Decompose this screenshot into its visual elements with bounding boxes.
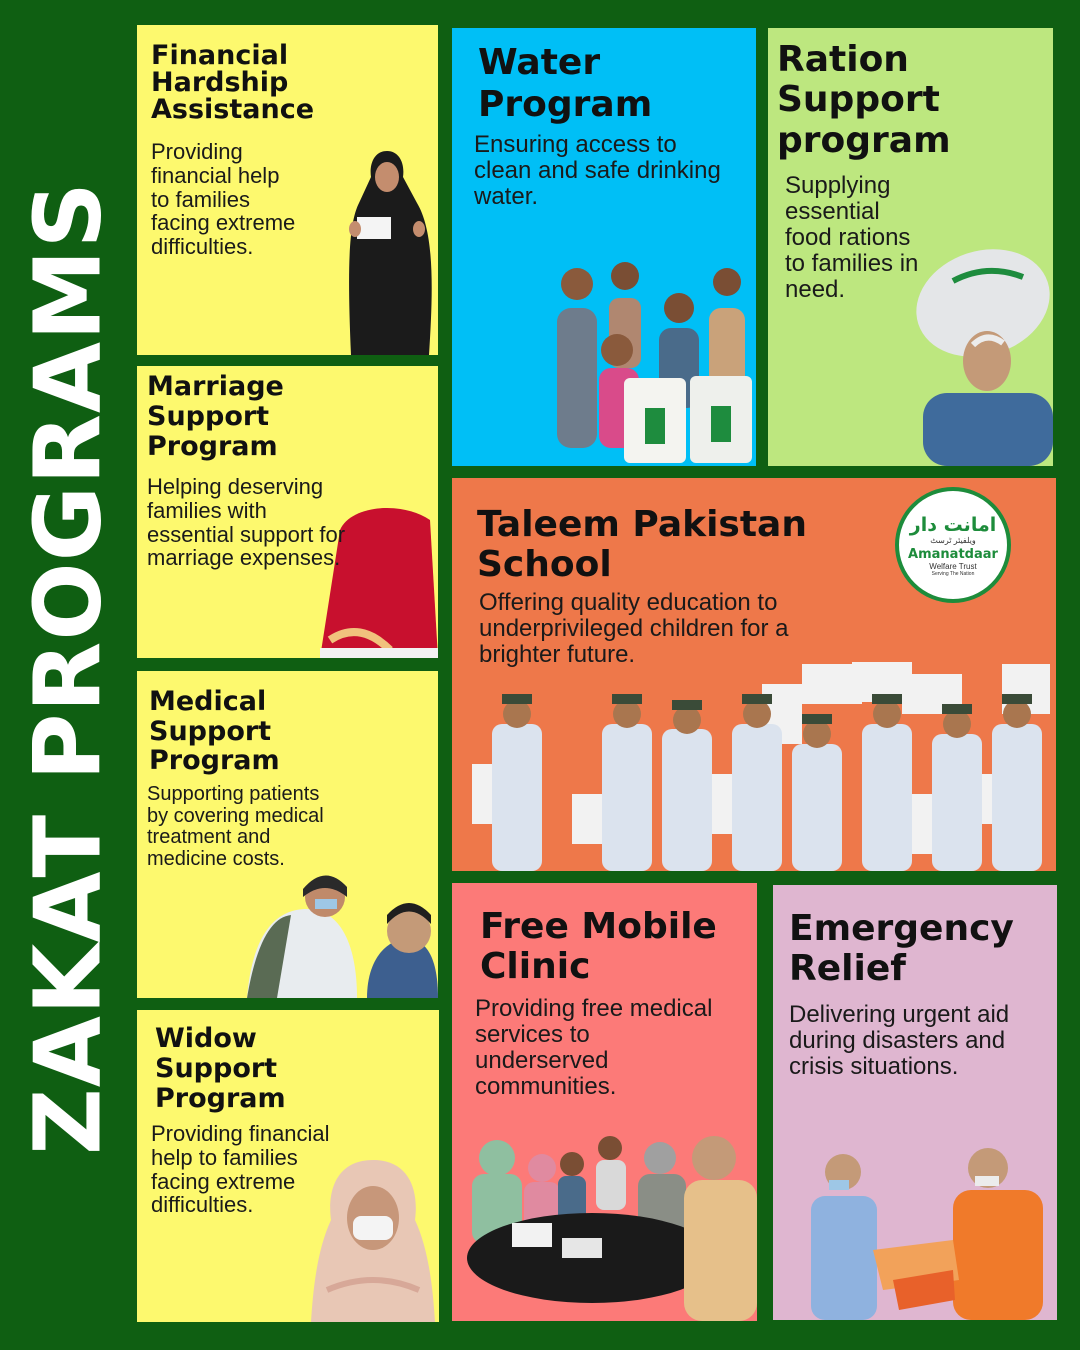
side-title-text: ZAKAT PROGRAMS <box>14 181 122 1155</box>
card-description: Offering quality education to underprivileged children for a brighter future. <box>479 589 789 668</box>
card-title: Water Program <box>478 42 653 126</box>
card-description: Helping deserving families with essential support for marriage expenses. <box>147 474 346 571</box>
card-title: Widow Support Program <box>155 1023 286 1114</box>
card-description: Ensuring access to clean and safe drinking water. <box>474 131 721 210</box>
card-description: Delivering urgent aid during disasters and crisis situations. <box>789 1001 1010 1080</box>
card-free-mobile-clinic[interactable] <box>452 883 757 1321</box>
logo-name: Amanatdaar <box>908 546 998 562</box>
logo-tagline: Serving The Nation <box>931 570 975 577</box>
children-with-water-cans-photo <box>549 238 756 466</box>
amanatdaar-logo <box>895 487 1011 603</box>
students-holding-drawings-photo <box>462 654 1056 871</box>
card-description: Providing financial help to families facing extreme difficulties. <box>151 1121 330 1218</box>
card-marriage-support[interactable] <box>137 366 438 658</box>
card-description: Supporting patients by covering medical treatment and medicine costs. <box>147 783 324 870</box>
woman-holding-cheque-photo <box>337 143 438 355</box>
doctor-with-patients-photo <box>452 1128 757 1321</box>
card-ration-support[interactable] <box>768 28 1053 466</box>
card-description: Providing free medical services to underserved communities. <box>475 995 713 1100</box>
card-description: Supplying essential food rations to families in need. <box>785 172 919 303</box>
card-water-program[interactable] <box>452 28 756 466</box>
card-title: Taleem Pakistan School <box>477 504 807 586</box>
card-title: Free Mobile Clinic <box>480 906 717 988</box>
card-title: Marriage Support Program <box>147 371 284 462</box>
card-widow-support[interactable] <box>137 1010 439 1322</box>
card-title: Financial Hardship Assistance <box>151 40 315 125</box>
man-carrying-ration-bag-photo <box>903 233 1053 466</box>
card-title: Emergency Relief <box>789 908 1014 990</box>
card-title: Medical Support Program <box>149 686 280 777</box>
card-emergency-relief[interactable] <box>773 885 1057 1320</box>
volunteers-distributing-aid-photo <box>803 1130 1057 1320</box>
logo-urdu-subtitle: ویلفیئر ٹرسٹ <box>930 535 976 545</box>
card-title: Ration Support program <box>777 39 951 161</box>
card-description: Providing financial help to families facing extreme difficulties. <box>151 139 296 259</box>
card-medical-support[interactable] <box>137 671 438 998</box>
logo-urdu-text: امانت دار <box>909 513 997 536</box>
nurse-with-patient-photo <box>237 869 438 998</box>
logo-subtitle: Welfare Trust <box>929 561 977 571</box>
card-financial-hardship[interactable] <box>137 25 438 355</box>
side-title <box>0 0 135 1350</box>
